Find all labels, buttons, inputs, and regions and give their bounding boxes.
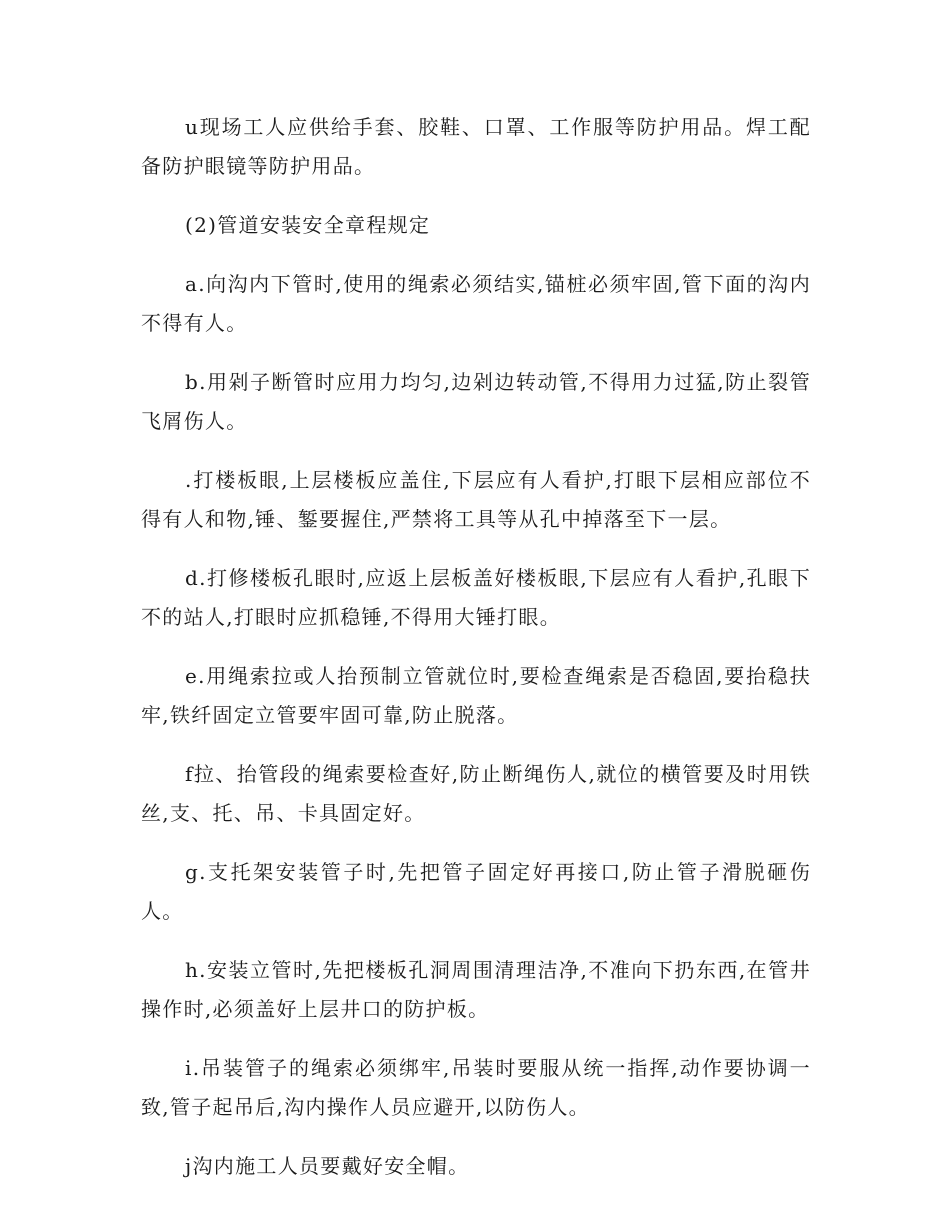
document-body	[141, 108, 811, 1186]
paragraph-protective-equipment: u现场工人应供给手套、胶鞋、口罩、工作服等防护用品。焊工配备防护眼镜等防护用品。	[141, 115, 811, 178]
paragraph-item-h: h.安装立管时,先把楼板孔洞周围清理洁净,不准向下扔东西,在管井操作时,必须盖好上层井口的防护板。	[141, 958, 811, 1021]
paragraph-item-i: i.吊装管子的绳索必须绑牢,吊装时要服从统一指挥,动作要协调一致,管子起吊后,沟内操作人员应避开,以防伤人。	[141, 1056, 811, 1119]
paragraph-item-j: j沟内施工人员要戴好安全帽。	[185, 1154, 470, 1178]
paragraph-item-f: f拉、抬管段的绳索要检查好,防止断绳伤人,就位的横管要及时用铁丝,支、托、吊、卡具固定好。	[141, 762, 811, 825]
paragraph-item-c: .打楼板眼,上层楼板应盖住,下层应有人看护,打眼下层相应部位不得有人和物,锤、錾要握住,严禁将工具等从孔中掉落至下一层。	[141, 468, 811, 531]
paragraph-item-a: a.向沟内下管时,使用的绳索必须结实,锚桩必须牢固,管下面的沟内不得有人。	[141, 272, 811, 335]
paragraph-item-e: e.用绳索拉或人抬预制立管就位时,要检查绳索是否稳固,要抬稳扶牢,铁纤固定立管要牢固可靠,防止脱落。	[141, 664, 811, 727]
paragraph-item-g: g.支托架安装管子时,先把管子固定好再接口,防止管子滑脱砸伤人。	[141, 860, 811, 923]
section-heading-pipe-installation-safety: (2)管道安装安全章程规定	[185, 213, 431, 237]
paragraph-item-b: b.用剁子断管时应用力均匀,边剁边转动管,不得用力过猛,防止裂管飞屑伤人。	[141, 370, 811, 433]
paragraph-item-d: d.打修楼板孔眼时,应返上层板盖好楼板眼,下层应有人看护,孔眼下不的站人,打眼时应抓稳锤,不得用大锤打眼。	[141, 566, 811, 629]
